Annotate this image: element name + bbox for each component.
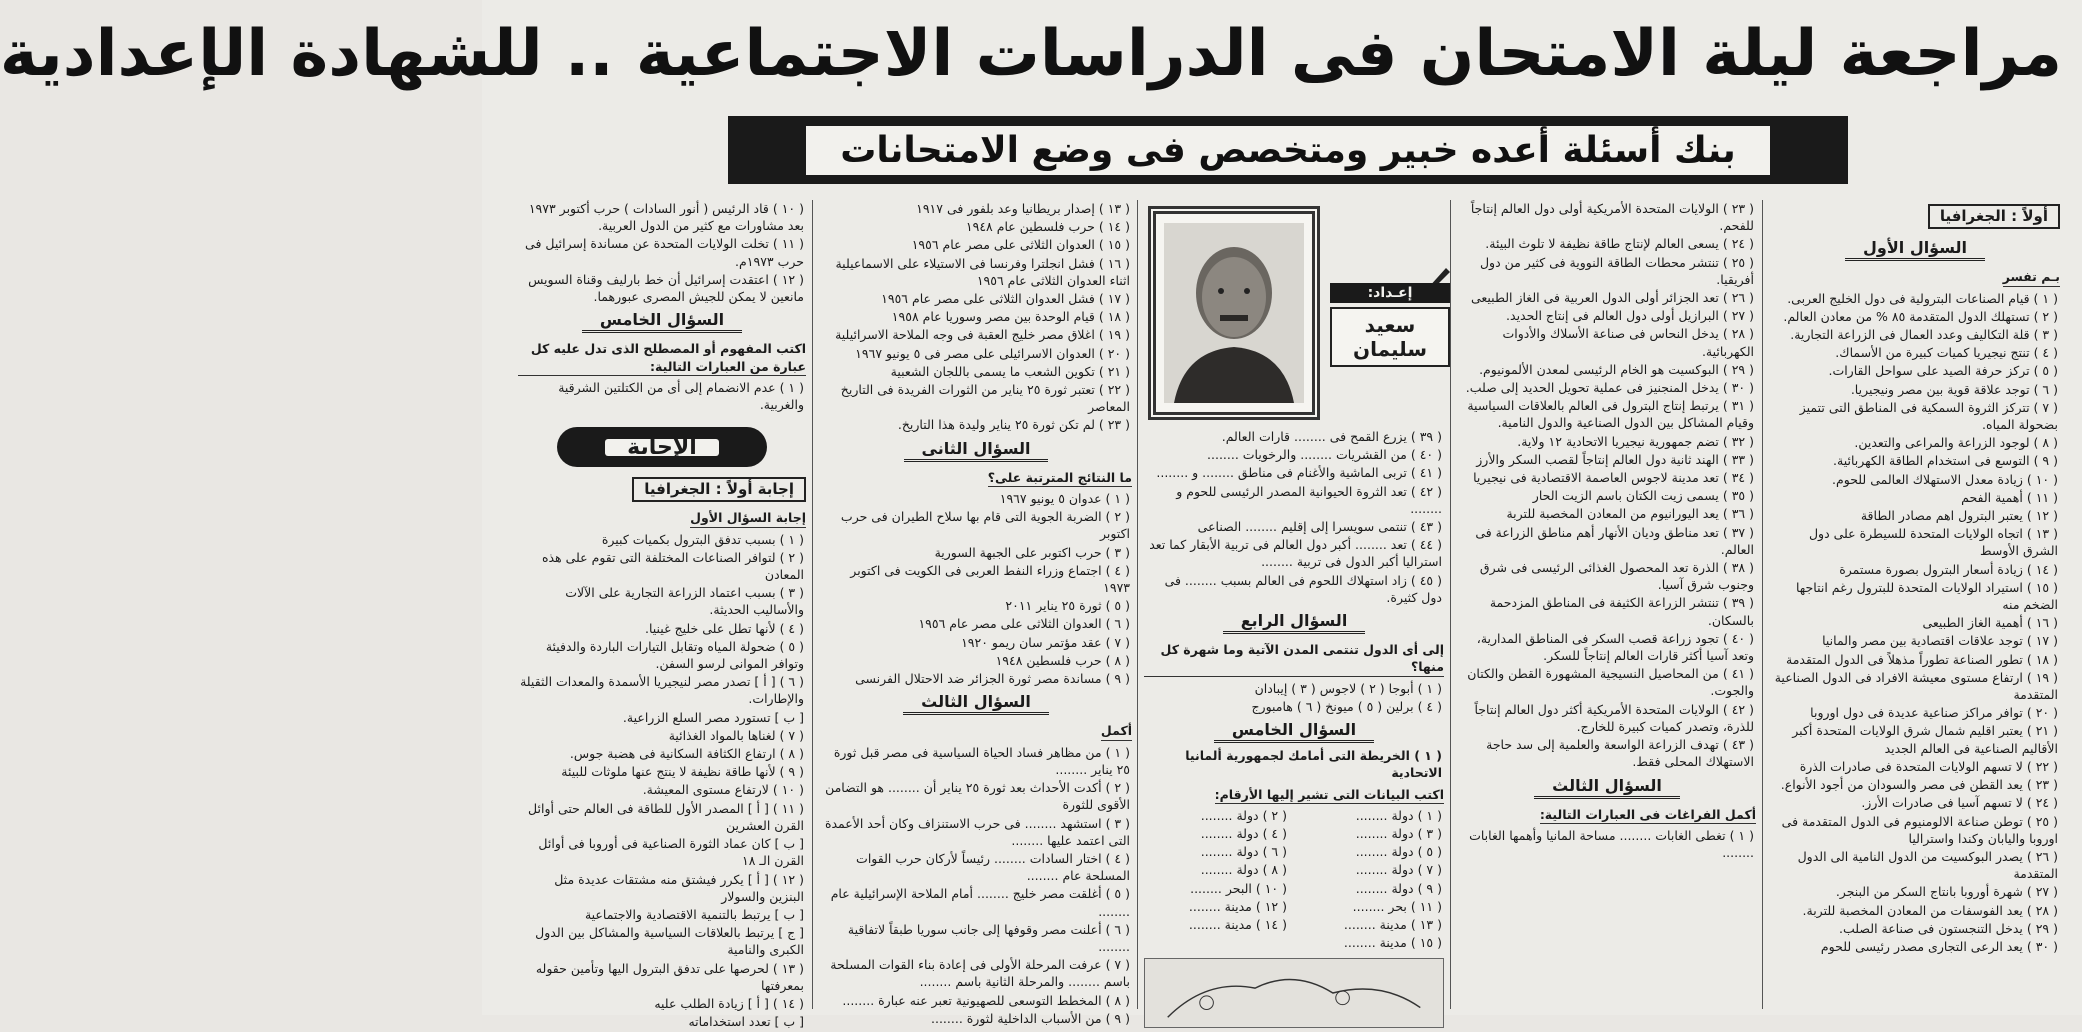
list-item: ( ٣ ) حرب اكتوبر على الجبهة السورية	[934, 544, 1130, 560]
answer-question-heading: إجابة السؤال الأول	[690, 509, 806, 527]
list-item: ( ١٦ ) أهمية الغاز الطبيعى	[1922, 615, 2058, 631]
list-item: ( ٢٤ ) يسعى العالم لإنتاج طاقة نظيفة لا تلوث البيئة.	[1485, 236, 1754, 252]
question-list	[1458, 200, 1756, 771]
section-heading: أولاً : الجغرافيا	[1928, 204, 2060, 229]
question-list	[518, 200, 806, 305]
list-item: ( ١٨ ) قيام الوحدة بين مصر وسوريا عام ١٩٥٨	[891, 309, 1130, 325]
list-item: ( ٥ ) تركز حرفة الصيد على سواحل القارات.	[1828, 363, 2058, 379]
list-item: ( ١٢ ) يعتبر البترول اهم مصادر الطاقة	[1860, 508, 2058, 524]
question-subinstruction: اكتب البيانات التى تشير إليها الأرقام:	[1215, 786, 1444, 804]
list-item: ( ٤ ) اختار السادات ........ رئيساً لأركان حرب القوات المسلحة عام ........	[856, 850, 1130, 884]
question-list	[1144, 428, 1444, 606]
list-item: ( ٢٨ ) يعد الفوسفات من المعادن المخصبة للتربة.	[1802, 902, 2058, 918]
question-heading: السؤال الثالث	[1458, 777, 1756, 799]
list-item: ( ٢٣ ) يعد القطن فى مصر والسودان من أجود الأنواع.	[1780, 777, 2058, 793]
answer-item: [ ب ] كان عماد الثورة الصناعية فى أوروبا فى أوائل القرن الـ ١٨	[538, 836, 804, 869]
author-photo	[1148, 206, 1320, 420]
answer-item: ( ٥ ) ضحولة المياه وتقابل التيارات الباردة والدفيئة وتوافر الموانى لرسو السفن.	[545, 638, 804, 672]
answer-item: [ ج ] يرتبط بالعلاقات السياسية والمشاكل بين الدول الكبرى والنامية	[535, 925, 804, 958]
list-item: ( ٤ ) اجتماع وزراء النفط العربى فى الكويت فى اكتوبر ١٩٧٣	[850, 562, 1130, 596]
map-label-item: ( ٥ ) دولة ........	[1355, 844, 1442, 860]
answer-item: ( ١١ ) [ أ ] المصدر الأول للطاقة فى العالم حتى أوائل القرن العشرين	[528, 800, 804, 833]
list-item: ( ٢٦ ) يصدر البوكسيت من الدول النامية الى الدول المتقدمة	[1797, 848, 2058, 882]
column-rule	[1450, 200, 1451, 1009]
column-history	[820, 200, 1132, 1026]
map-label-item: ( ٦ ) دولة ........	[1200, 844, 1287, 860]
portrait-image	[1164, 223, 1304, 403]
answer-item: ( ٩ ) لأنها طاقة نظيفة لا ينتج عنها ملوثات للبيئة	[561, 764, 804, 780]
list-item: ( ٢٧ ) البرازيل أولى دول العالم فى إنتاج الحديد.	[1506, 308, 1754, 324]
list-item: ( ٢٣ ) الولايات المتحدة الأمريكية أولى دول العالم إنتاجاً للفحم.	[1470, 201, 1754, 234]
map-label-item: ( ١٣ ) مدينة ........	[1343, 917, 1442, 933]
list-item: ( ٣٥ ) يسمى زيت الكتان باسم الزيت الحار	[1532, 488, 1754, 504]
map-label-item: ( ٤ ) دولة ........	[1200, 826, 1287, 842]
list-item: ( ٥ ) ثورة ٢٥ يناير ٢٠١١	[1005, 598, 1130, 614]
question-instruction: ما النتائج المترتبة على؟	[988, 469, 1132, 487]
list-item: ( ٣٩ ) يزرع القمح فى ........ قارات العالم.	[1221, 429, 1442, 444]
list-item: ( ٢٤ ) لا تسهم آسيا فى صادرات الأرز.	[1861, 795, 2058, 811]
list-item: ( ١١ ) تخلت الولايات المتحدة عن مساندة إسرائيل فى حرب ١٩٧٣م.	[525, 236, 804, 269]
list-item: ( ١٤ ) حرب فلسطين عام ١٩٤٨	[965, 219, 1130, 235]
list-item: ( ٢ ) تستهلك الدول المتقدمة ٨٥ % من معادن العالم.	[1783, 308, 2058, 324]
list-item: ( ٤٢ ) الولايات المتحدة الأمريكية أكثر دول العالم إنتاجاً للذرة، وتصدر كميات كبيرة للخارج.	[1474, 701, 1754, 734]
answer-item: ( ٢ ) لتوافر الصناعات المختلفة التى تقوم على هذه المعادن	[541, 549, 804, 583]
question-heading: السؤال الخامس	[518, 311, 806, 333]
subtitle-banner	[728, 116, 1848, 184]
list-item: ( ١٢ ) اعتقدت إسرائيل أن خط بارليف وقناة السويس مانعين لا يمكن للجيش المصرى عبورهما.	[528, 271, 804, 305]
answer-item: ( ١٠ ) لارتفاع مستوى المعيشة.	[642, 782, 804, 798]
answer-item: [ ب ] تستورد مصر السلع الزراعية.	[622, 709, 804, 725]
map-label-item	[1144, 934, 1289, 951]
list-item: ( ٤٢ ) تعد الثروة الحيوانية المصدر الرئيسى للحوم و ........	[1176, 483, 1442, 516]
list-item: ( ١٩ ) ارتفاع مستوى معيشة الافراد فى الدول الصناعية المتقدمة	[1774, 669, 2058, 703]
answer-list	[518, 531, 806, 1031]
list-item: ( ٢٥ ) تنتشر محطات الطاقة النووية فى كثير من دول أفريقيا.	[1479, 254, 1754, 287]
question-heading: السؤال الرابع	[1144, 612, 1444, 634]
question-list	[1458, 827, 1756, 861]
answer-item: ( ٨ ) ارتفاع الكثافة السكانية فى هضبة جوس.	[569, 746, 804, 762]
answer-banner: الإجابة	[557, 427, 767, 467]
answer-item: ( ١٢ ) [ أ ] يكرر فيشتق منه مشتقات عديدة مثل البنزين والسولار	[554, 871, 804, 904]
answer-section-heading: إجابة أولاً : الجغرافيا	[632, 477, 806, 502]
list-item: ( ٤ ) تنتج نيجيريا كميات كبيرة من الأسماك.	[1835, 345, 2058, 361]
answer-item: ( ١٤ ) [ أ ] زيادة الطلب عليه	[654, 995, 804, 1011]
column-rule	[812, 200, 813, 1009]
list-item: ( ٣٩ ) تنتشر الزراعة الكثيفة فى المناطق المزدحمة بالسكان.	[1489, 595, 1754, 628]
list-item: ( ٣٨ ) الذرة تعد المحصول الغذائى الرئيسى فى شرق وجنوب شرق آسيا.	[1479, 560, 1754, 593]
list-item: ( ٩ ) التوسع فى استخدام الطاقة الكهربائية.	[1833, 453, 2058, 469]
list-item: ( ٤٠ ) تجود زراعة قصب السكر فى المناطق المدارية، وتعد آسيا أكثر قارات العالم إنتاجاً للسكر.	[1476, 630, 1754, 664]
list-item: ( ١٣ ) إصدار بريطانيا وعد بلفور فى ١٩١٧	[916, 201, 1130, 216]
list-item: ( ٤٤ ) تعد ........ أكبر دول العالم فى تربية الأبقار كما تعد استراليا أكبر الدول فى تربية ........	[1149, 537, 1442, 570]
byline-label: إعـداد:	[1330, 283, 1450, 303]
list-item: ( ١٠ ) قاد الرئيس ( أنور السادات ) حرب أكتوبر ١٩٧٣ بعد مشاورات مع كثير من الدول العربية.	[528, 201, 804, 234]
question-list	[518, 379, 806, 413]
question-instruction: بـم تفسر	[2003, 268, 2060, 286]
answer-item: ( ٧ ) لغناها بالمواد الغذائية	[668, 727, 804, 743]
list-item: ( ١٤ ) زيادة أسعار البترول بصورة مستمرة	[1839, 561, 2058, 577]
list-item: ( ٢٣ ) لم تكن ثورة ٢٥ يناير وليدة هذا التاريخ.	[897, 417, 1130, 433]
question-heading: السؤال الثانى	[820, 440, 1132, 462]
byline	[1330, 283, 1450, 367]
question-list	[820, 490, 1132, 687]
list-item: ( ٦ ) توجد علاقة قوية بين مصر ونيجيريا.	[1850, 381, 2058, 397]
list-item: ( ٦ ) أعلنت مصر وقوفها إلى جانب سوريا طبقاً لاتفاقية ........	[847, 921, 1130, 954]
author-name: سعيد سليمان	[1330, 307, 1450, 367]
question-instruction: أكمل	[1101, 722, 1132, 740]
list-item: ( ٢٩ ) يدخل التنجستون فى صناعة الصلب.	[1839, 920, 2058, 936]
list-item: ( ١٠ ) زيادة معدل الاستهلاك العالمى للحوم.	[1832, 471, 2058, 487]
map-label-item: ( ١ ) دولة ........	[1355, 807, 1442, 823]
map-labels-grid	[1144, 807, 1444, 953]
map-label-item: ( ١١ ) بحر ........	[1352, 898, 1442, 914]
map-label-item: ( ١٤ ) مدينة ........	[1188, 917, 1287, 933]
column-geography-q1	[1770, 200, 2060, 1011]
answer-item: ( ٦ ) [ أ ] تصدر مصر لنيجيريا الأسمدة والمعدات الثقيلة والإطارات.	[520, 674, 804, 707]
list-item: ( ١٧ ) توجد علاقات اقتصادية بين مصر والمانيا	[1822, 633, 2058, 649]
list-item: ( ١ ) عدم الانضمام إلى أى من الكتلتين الشرقية والغربية.	[558, 379, 804, 413]
list-item: ( ٨ ) المخطط التوسعى للصهيونية تعبر عنه عبارة ........	[842, 992, 1130, 1008]
list-item: ( ٢١ ) يعتبر اقليم شمال شرق الولايات المتحدة أكبر الأقاليم الصناعية فى العالم الجديد	[1792, 723, 2058, 756]
list-item: ( ٦ ) العدوان الثلاثى على مصر عام ١٩٥٦	[918, 616, 1130, 632]
list-item: ( ٢٠ ) توافر مراكز صناعية عديدة فى دول اوروبا	[1810, 705, 2058, 721]
list-item: ( ٣ ) استشهد ........ فى حرب الاستنزاف وكان أحد الأعمدة التى اعتمد عليها ........	[824, 815, 1130, 848]
list-item: ( ١ ) تغطى الغابات ........ مساحة المانيا وأهمها الغابات ........	[1469, 827, 1754, 861]
map-label-item: ( ٧ ) دولة ........	[1355, 862, 1442, 878]
map-label-item: ( ١٥ ) مدينة ........	[1343, 935, 1442, 951]
column-answers	[518, 200, 806, 1030]
list-item: ( ٣٦ ) يعد اليورانيوم من المعادن المخصبة للتربة	[1506, 506, 1754, 522]
question-heading: السؤال الأول	[1770, 239, 2060, 261]
list-item: ( ١٦ ) فشل انجلترا وفرنسا فى الاستيلاء على الاسماعيلية اثناء العدوان الثلاثى عام ١٩٥٦	[835, 255, 1130, 288]
list-item: ( ٤ ) برلين ( ٥ ) ميونخ ( ٦ ) هامبورج	[1251, 698, 1442, 714]
list-item: ( ٥ ) أغلقت مصر خليج ........ أمام الملاحة الإسرائيلية عام ........	[830, 886, 1130, 919]
list-item: ( ٣٤ ) تعد مدينة لاجوس العاصمة الاقتصادية فى نيجيريا	[1473, 470, 1754, 486]
map-label-item: ( ٩ ) دولة ........	[1355, 880, 1442, 896]
list-item: ( ١٨ ) تطور الصناعة تطوراً مذهلاً فى الدول المتقدمة	[1786, 651, 2058, 667]
page-title: مراجعة ليلة الامتحان فى الدراسات الاجتماعية .. للشهادة الإعدادية	[0, 17, 2062, 91]
list-item: ( ٩ ) مساندة مصر ثورة الجزائر ضد الاحتلال الفرنسى	[855, 671, 1130, 687]
list-item: ( ٢٢ ) تعتبر ثورة ٢٥ يناير من الثورات الفريدة فى التاريخ المعاصر	[840, 382, 1130, 415]
list-item: ( ٧ ) عقد مؤتمر سان ريمو ١٩٢٠	[961, 634, 1130, 650]
list-item: ( ٢٠ ) العدوان الاسرائيلى على مصر فى ٥ يونيو ١٩٦٧	[855, 345, 1130, 361]
list-item: ( ١ ) من مظاهر فساد الحياة السياسية فى مصر قبل ثورة ٢٥ يناير ........	[833, 744, 1130, 777]
list-item: ( ١ ) قيام الصناعات البترولية فى دول الخليج العربى.	[1787, 290, 2058, 306]
list-item: ( ١١ ) أهمية الفحم	[1961, 489, 2058, 505]
map-label-item: ( ١٢ ) مدينة ........	[1188, 898, 1287, 914]
list-item: ( ٤٣ ) تهدف الزراعة الواسعة والعلمية إلى سد حاجة الاستهلاك المحلى فقط.	[1486, 737, 1754, 770]
question-instruction: إلى أى الدول تنتمى المدن الآتية وما شهرة كل منها؟	[1144, 641, 1444, 676]
list-item: ( ٢٧ ) شهرة أوروبا بانتاج السكر من البنجر.	[1835, 884, 2058, 900]
masthead	[0, 2, 2062, 112]
map-label-item: ( ٨ ) دولة ........	[1200, 862, 1287, 878]
question-heading: السؤال الثالث	[820, 693, 1132, 715]
answer-item: ( ٤ ) لأنها تطل على خليج غينيا.	[644, 620, 804, 636]
list-item: ( ٨ ) لوجود الزراعة والمراعى والتعدين.	[1854, 435, 2058, 451]
list-item: ( ١ ) أبوجا ( ٢ ) لاجوس ( ٣ ) إيبادان	[1254, 680, 1442, 696]
column-geography-q3-q5	[1144, 428, 1444, 1011]
map-label-item: ( ٣ ) دولة ........	[1355, 826, 1442, 842]
map-label-item: ( ١٠ ) البحر ........	[1190, 880, 1287, 896]
question-instruction: أكمل الفراغات فى العبارات التالية:	[1540, 806, 1756, 824]
list-item: ( ٢١ ) تكوين الشعب ما يسمى باللجان الشعبية	[890, 363, 1130, 379]
question-list	[1770, 290, 2060, 956]
list-item: ( ١٩ ) اغلاق مصر خليج العقبة فى وجه الملاحة الاسرائيلية	[835, 327, 1130, 343]
list-item: ( ٣٣ ) الهند ثانية دول العالم إنتاجاً لقصب السكر والأرز	[1476, 451, 1754, 467]
list-item: ( ٢٨ ) يدخل النحاس فى صناعة الأسلاك والأدوات الكهربائية.	[1502, 326, 1754, 359]
subtitle-text: بنك أسئلة أعده خبير ومتخصص فى وضع الامتحانات	[806, 126, 1770, 175]
list-item: ( ١٥ ) استيراد الولايات المتحدة للبترول رغم انتاجها الضخم منه	[1795, 579, 2058, 613]
list-item: ( ٧ ) تتركز الثروة السمكية فى المناطق التى تتميز بضحولة المياه.	[1799, 399, 2058, 433]
germany-map	[1144, 958, 1444, 1028]
question-list	[820, 200, 1132, 434]
list-item: ( ٢٦ ) تعد الجزائر أولى الدول العربية فى الغاز الطبيعى	[1470, 290, 1754, 306]
answer-item: ( ٣ ) بسبب اعتماد الزراعة التجارية على الآلات والأساليب الحديثة.	[565, 585, 804, 618]
list-item: ( ٨ ) حرب فلسطين ١٩٤٨	[995, 652, 1130, 668]
list-item: ( ٢ ) أكدت الأحداث بعد ثورة ٢٥ يناير أن ........ هو التضامن الأقوى للثورة	[825, 780, 1130, 813]
list-item: ( ٤٥ ) زاد استهلاك اللحوم فى العالم بسبب ........ فى دول كثيرة.	[1164, 572, 1442, 605]
map-sketch	[1145, 959, 1443, 1027]
column-geography-q2	[1458, 200, 1756, 1011]
list-item: ( ١٥ ) العدوان الثلاثى على مصر عام ١٩٥٦	[911, 237, 1130, 253]
list-item: ( ٢٢ ) لا تسهم الولايات المتحدة فى صادرات الذرة	[1799, 758, 2058, 774]
question-list	[820, 744, 1132, 1027]
list-item: ( ٧ ) عرفت المرحلة الأولى فى إعادة بناء القوات المسلحة باسم ........ والمرحلة الثانية باسم ........	[830, 957, 1130, 990]
answer-item: ( ١ ) بسبب تدفق البترول بكميات كبيرة	[601, 531, 804, 547]
question-heading: السؤال الخامس	[1144, 721, 1444, 743]
list-item: ( ٣٢ ) تضم جمهورية نيجيريا الاتحادية ١٢ ولاية.	[1517, 433, 1754, 449]
column-rule	[1137, 200, 1138, 1009]
list-item: ( ٢ ) الضربة الجوية التى قام بها سلاح الطيران فى حرب اكتوبر	[840, 509, 1130, 542]
list-item: ( ١ ) عدوان ٥ يونيو ١٩٦٧	[999, 491, 1130, 507]
question-instruction: اكتب المفهوم أو المصطلح الذى تدل عليه كل عبارة من العبارات التالية:	[518, 340, 806, 375]
list-item: ( ٤٠ ) من القشريات ........ والرخويات ........	[1207, 447, 1442, 463]
list-item: ( ٢٥ ) توطن صناعة الالومنيوم فى الدول المتقدمة فى اوروبا واليابان وكندا واستراليا	[1781, 813, 2058, 846]
question-instruction: ( ١ ) الخريطة التى أمامك لجمهورية ألمانيا الاتحادية	[1185, 748, 1442, 781]
answer-item: [ ب ] تعدد استخداماته	[688, 1014, 804, 1030]
list-item: ( ٣١ ) يرتبط إنتاج البترول فى العالم بالعلاقات السياسية وقيام المشاكل بين الدول الصناعية والدول النامية.	[1467, 398, 1754, 431]
list-item: ( ٩ ) من الأسباب الداخلية لثورة ........	[931, 1010, 1130, 1026]
map-label-item: ( ٢ ) دولة ........	[1200, 807, 1287, 823]
answer-item: ( ١٣ ) لحرصها على تدفق البترول اليها وتأمين حقوله بمعرفتها	[535, 960, 804, 993]
list-item: ( ٤٣ ) تنتمى سويسرا إلى إقليم ........ الصناعى	[1197, 519, 1442, 535]
list-item: ( ٢٩ ) البوكسيت هو الخام الرئيسى لمعدن الألمونيوم.	[1479, 361, 1754, 377]
list-item: ( ٣ ) قلة التكاليف وعدد العمال فى الزراعة التجارية.	[1790, 327, 2058, 343]
list-item: ( ٣٠ ) يعد الرعى التجارى مصدر رئيسى للحوم	[1820, 938, 2058, 954]
list-item: ( ٣٧ ) تعد مناطق وديان الأنهار أهم مناطق الزراعة فى العالم.	[1475, 524, 1754, 557]
list-item: ( ٣٠ ) يدخل المنجنيز فى عملية تحويل الحديد إلى صلب.	[1465, 380, 1754, 396]
list-item: ( ٤١ ) من المحاصيل النسيجية المشهورة القطن والكتان والجوت.	[1467, 666, 1754, 699]
list-item: ( ٤١ ) تربى الماشية والأغنام فى مناطق ........ و ........	[1156, 465, 1442, 481]
column-rule	[1762, 200, 1763, 1009]
answer-item: [ ب ] يرتبط بالتنمية الاقتصادية والاجتماعية	[584, 906, 804, 922]
list-item: ( ١٧ ) فشل العدوان الثلاثى على مصر عام ١٩٥٦	[881, 291, 1130, 307]
list-item: ( ١٣ ) اتجاه الولايات المتحدة للسيطرة على دول الشرق الأوسط	[1808, 526, 2058, 559]
